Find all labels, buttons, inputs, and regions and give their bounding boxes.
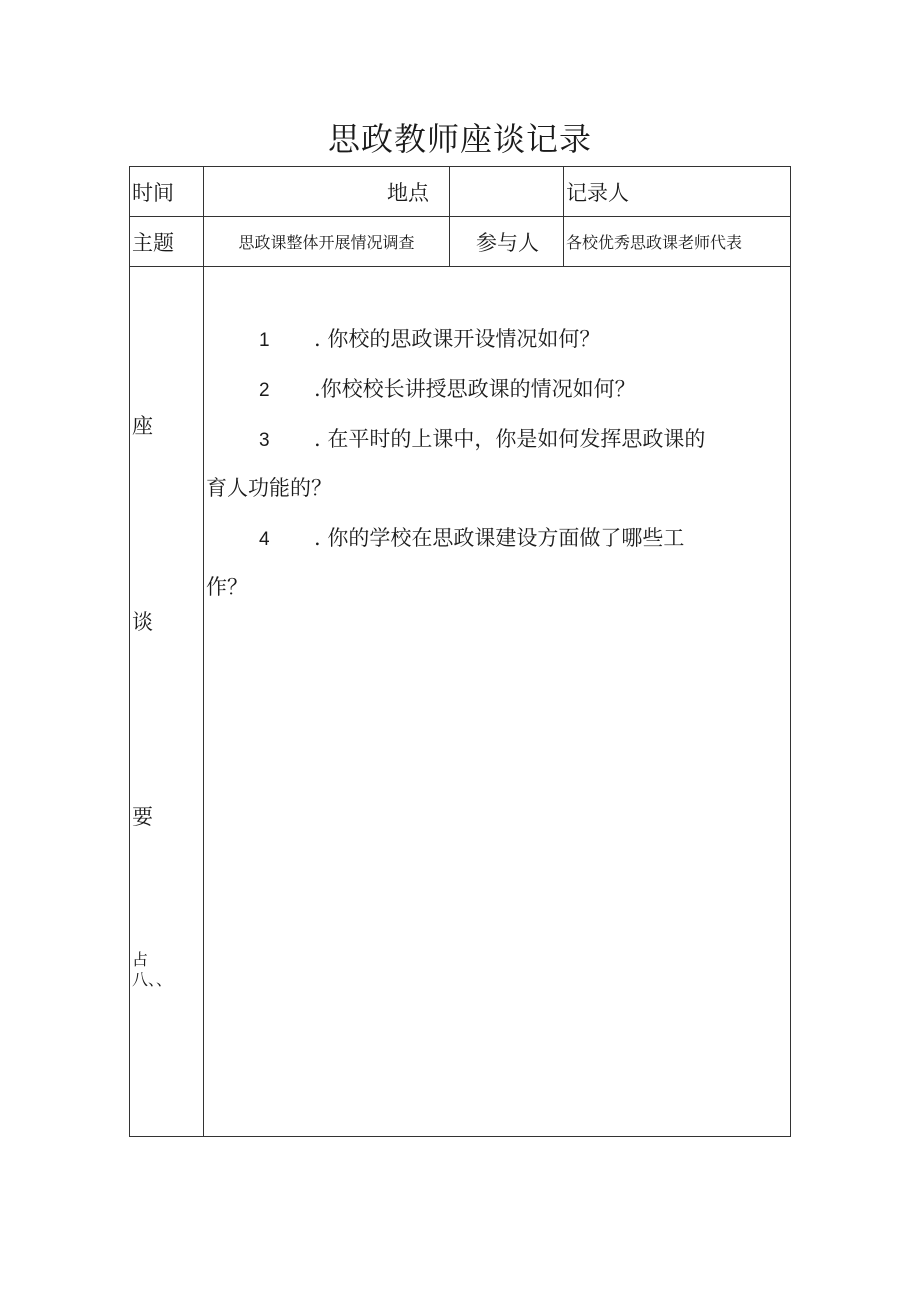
content-row	[130, 267, 791, 1137]
question-4-num: 4	[259, 529, 270, 550]
header-row-time	[130, 167, 791, 217]
question-1-num: 1	[259, 330, 270, 351]
header-row-topic	[130, 217, 791, 267]
side-char-1: 座	[132, 414, 153, 438]
place-label: 地点	[204, 167, 450, 217]
side-label-cell	[130, 267, 204, 1137]
content-cell	[204, 267, 791, 1137]
side-char-2: 谈	[132, 610, 153, 634]
topic-label: 主题	[130, 217, 204, 267]
participants-value: 各校优秀思政课老师代表	[564, 217, 791, 267]
question-3-continuation: 育人功能的？	[206, 476, 332, 500]
side-char-4b: 八、、	[132, 970, 173, 989]
question-2-text: .你校校长讲授思政课的情况如何？	[314, 377, 636, 401]
time-label: 时间	[130, 167, 204, 217]
participants-label: 参与人	[450, 217, 564, 267]
question-3-text: . 在平时的上课中，你是如何发挥思政课的	[314, 427, 706, 451]
record-table	[129, 166, 791, 1137]
side-char-4a: 占	[132, 950, 149, 969]
place-value-cell[interactable]	[450, 167, 564, 217]
side-char-3: 要	[132, 805, 153, 829]
question-3-num: 3	[259, 430, 270, 451]
question-2-num: 2	[259, 380, 270, 401]
recorder-label: 记录人	[564, 167, 791, 217]
page-title: 思政教师座谈记录	[327, 120, 592, 158]
topic-value: 思政课整体开展情况调查	[204, 217, 450, 267]
question-1-text: . 你校的思政课开设情况如何？	[314, 327, 601, 351]
question-4-text: . 你的学校在思政课建设方面做了哪些工	[314, 526, 685, 550]
question-4-continuation: 作？	[206, 575, 248, 599]
